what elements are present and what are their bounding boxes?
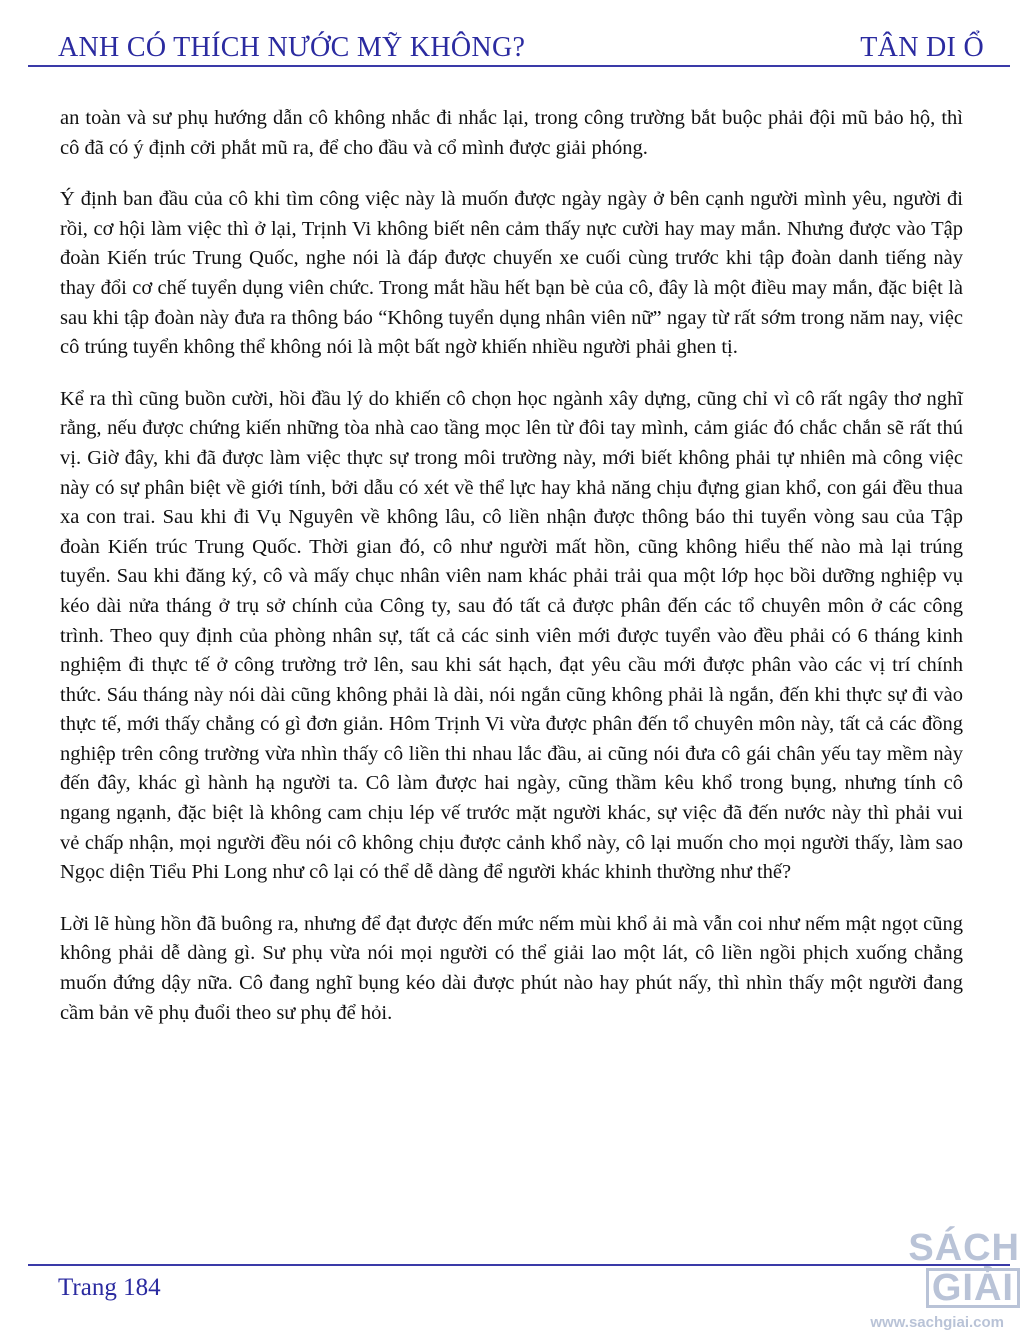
watermark-logo xyxy=(820,1228,1020,1308)
paragraph-4: Lời lẽ hùng hồn đã buông ra, nhưng để đạt được đến mức nếm mùi khổ ải mà vẫn coi như nếm mật ngọt cũng không phải dễ dàng gì. Sư phụ vừa nói mọi người có thể giải lao một lát, cô liền ngồi phịch xuống chẳng muốn đứng dậy nữa. Cô đang nghĩ bụng kéo dài được phút nào hay phút nấy, thì nhìn thấy một người đang cầm bản vẽ phụ đuổi theo sư phụ để hỏi. xyxy=(60,912,963,1024)
author-name: TÂN DI Ổ xyxy=(860,32,984,63)
page-number: Trang 184 xyxy=(58,1274,161,1301)
watermark-logo-left: SÁCH xyxy=(908,1227,1020,1269)
paragraph-3: Kể ra thì cũng buồn cười, hồi đầu lý do khiến cô chọn học ngành xây dựng, cũng chỉ vì cô rất ngây thơ nghĩ rằng, nếu được chứng kiến những tòa nhà cao tầng mọc lên từ đôi tay mình, cảm giác đó chắc chắn sẽ rất thú vị. Giờ đây, khi đã được làm việc thực sự trong môi trường này, mới biết không phải tự nhiên mà công việc này có sự phân biệt về giới tính, bởi dẫu có xét về thể lực hay khả năng chịu đựng gian khổ, con gái đều thua xa con trai. Sau khi đi Vụ Nguyên về không lâu, cô liền nhận được thông báo thi tuyển vòng sau của Tập đoàn Kiến trúc Trung Quốc. Thời gian đó, cô như người mất hồn, cũng không hiểu thế nào mà lại trúng tuyển. Sau khi đăng ký, cô và mấy chục nhân viên nam khác phải trải qua một lớp học bồi dưỡng nghiệp vụ kéo dài nửa tháng ở trụ sở chính của Công ty, sau đó tất cả được phân đến các tổ chuyên môn ở các công trình. Theo quy định của phòng nhân sự, tất cả các sinh viên mới được tuyển vào đều phải có 6 tháng kinh nghiệm đi thực tế ở công trường trở lên, sau khi sát hạch, đạt yêu cầu mới được phân vào các vị trí chính thức. Sáu tháng này nói dài cũng không phải là dài, nói ngắn cũng không phải là ngắn, đến khi thực sự đi vào thực tế, mới thấy chẳng có gì đơn giản. Hôm Trịnh Vi vừa được phân đến tổ chuyên môn này, tất cả các đồng nghiệp trên công trường vừa nhìn thấy cô liền thi nhau lắc đầu, ai cũng nói đưa cô gái chân yếu tay mềm này đến đây, khác gì hành hạ người ta. Cô làm được hai ngày, cũng thầm kêu khổ trong bụng, nhưng tính cô ngang ngạnh, đặc biệt là không cam chịu lép vế trước mặt người khác, sự việc đã đến nước này thì phải vui vẻ chấp nhận, mọi người đều nói cô không chịu được cảnh khổ này, cô lại muốn cho mọi người thấy, làm sao Ngọc diện Tiểu Phi Long như cô lại có thể dễ dàng để người khác khinh thường như thế? xyxy=(60,387,963,884)
page-body xyxy=(60,104,963,1050)
page-header xyxy=(58,24,984,64)
paragraph-2: Ý định ban đầu của cô khi tìm công việc này là muốn được ngày ngày ở bên cạnh người mình yêu, người đi rồi, cơ hội làm việc thì ở lại, Trịnh Vi không biết nên cảm thấy nực cười hay may mắn. Nhưng được vào Tập đoàn Kiến trúc Trung Quốc, nghe nói là đáp được chuyến xe cuối cùng trước khi tập đoàn danh tiếng này thay đổi cơ chế tuyển dụng viên chức. Trong mắt hầu hết bạn bè của cô, đây là một điều may mắn, đặc biệt là sau khi tập đoàn này đưa ra thông báo “Không tuyển dụng nhân viên nữ” ngay từ rất sớm trong năm nay, việc cô trúng tuyển không thể không nói là một bất ngờ khiến nhiều người phải ghen tị. xyxy=(60,188,963,359)
watermark-url: www.sachgiai.com xyxy=(870,1314,1004,1331)
book-title: ANH CÓ THÍCH NƯỚC MỸ KHÔNG? xyxy=(58,32,526,63)
paragraph-1: an toàn và sư phụ hướng dẫn cô không nhắc đi nhắc lại, trong công trường bắt buộc phải đội mũ bảo hộ, thì cô đã có ý định cởi phắt mũ ra, để cho đầu và cổ mình được giải phóng. xyxy=(60,107,963,159)
watermark xyxy=(820,1228,1020,1331)
header-divider xyxy=(28,65,1010,67)
watermark-logo-right: GIẢI xyxy=(926,1268,1020,1308)
